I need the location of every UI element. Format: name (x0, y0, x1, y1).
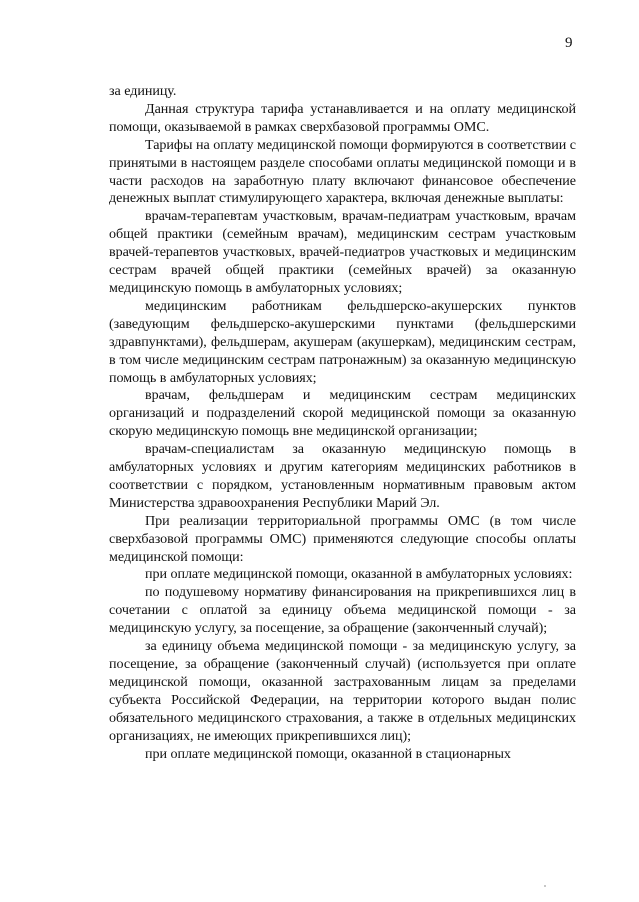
paragraph: при оплате медицинской помощи, оказанной в стационарных (145, 745, 511, 762)
paragraph: по подушевому нормативу финансирования на прикрепившихся лиц в сочетании с оплатой за единицу объема медицинской помощи - за медицинскую услугу, за посещение, за обращение (законченный случай); (109, 584, 576, 637)
paragraph: медицинским работникам фельдшерско-акушерских пунктов (заведующим фельдшерско-акушерскими пунктами (фельдшерскими здравпунктами), фельдшерам, акушерам (акушеркам), медицинским сестрам, в том числе медицинским сестрам патронажным) за оказанную медицинскую помощь в амбулаторных условиях; (109, 297, 576, 386)
paragraph: за единицу объема медицинской помощи - за медицинскую услугу, за посещение, за обращение (законченный случай) (используется при оплате медицинской помощи, оказанной застрахованным лицам за пределами субъекта Российской Федерации, на территории которого выдан полис обязательного медицинского страхования, а также в отдельных медицинских организациях, не имеющих прикрепившихся лиц); (109, 638, 576, 744)
paragraph: при оплате медицинской помощи, оказанной в амбулаторных условиях: (145, 566, 573, 583)
document-body (109, 83, 576, 763)
paragraph: за единицу. (109, 83, 177, 99)
paragraph: При реализации территориальной программы ОМС (в том числе сверхбазовой программы ОМС) применяются следующие способы оплаты медицинской помощи: (109, 512, 576, 565)
paragraph: врачам-терапевтам участковым, врачам-педиатрам участковым, врачам общей практики (семейным врачам), медицинским сестрам участковым врачей-терапевтов участковых, врачей-педиатров участковых и медицинским сестрам врачей общей практики (семейных врачей) за оказанную медицинскую помощь в амбулаторных условиях; (109, 208, 576, 296)
paragraph: Данная структура тарифа устанавливается и на оплату медицинской помощи, оказываемой в рамках сверхбазовой программы ОМС. (109, 100, 576, 135)
paragraph: Тарифы на оплату медицинской помощи формируются в соответствии с принятыми в настоящем разделе способами оплаты медицинской помощи и в части расходов на заработную плату включают финансовое обеспечение денежных выплат стимулирующего характера, включая денежные выплаты: (109, 136, 576, 207)
scan-speck (544, 885, 546, 887)
paragraph: врачам, фельдшерам и медицинским сестрам медицинских организаций и подразделений скорой медицинской помощи за оказанную скорую медицинскую помощь вне медицинской организации; (109, 387, 576, 440)
page-number: 9 (565, 35, 573, 51)
paragraph: врачам-специалистам за оказанную медицинскую помощь в амбулаторных условиях и другим категориям медицинских работников в соответствии с порядком, установленным нормативным правовым актом Министерства здравоохранения Республики Марий Эл. (109, 441, 576, 511)
